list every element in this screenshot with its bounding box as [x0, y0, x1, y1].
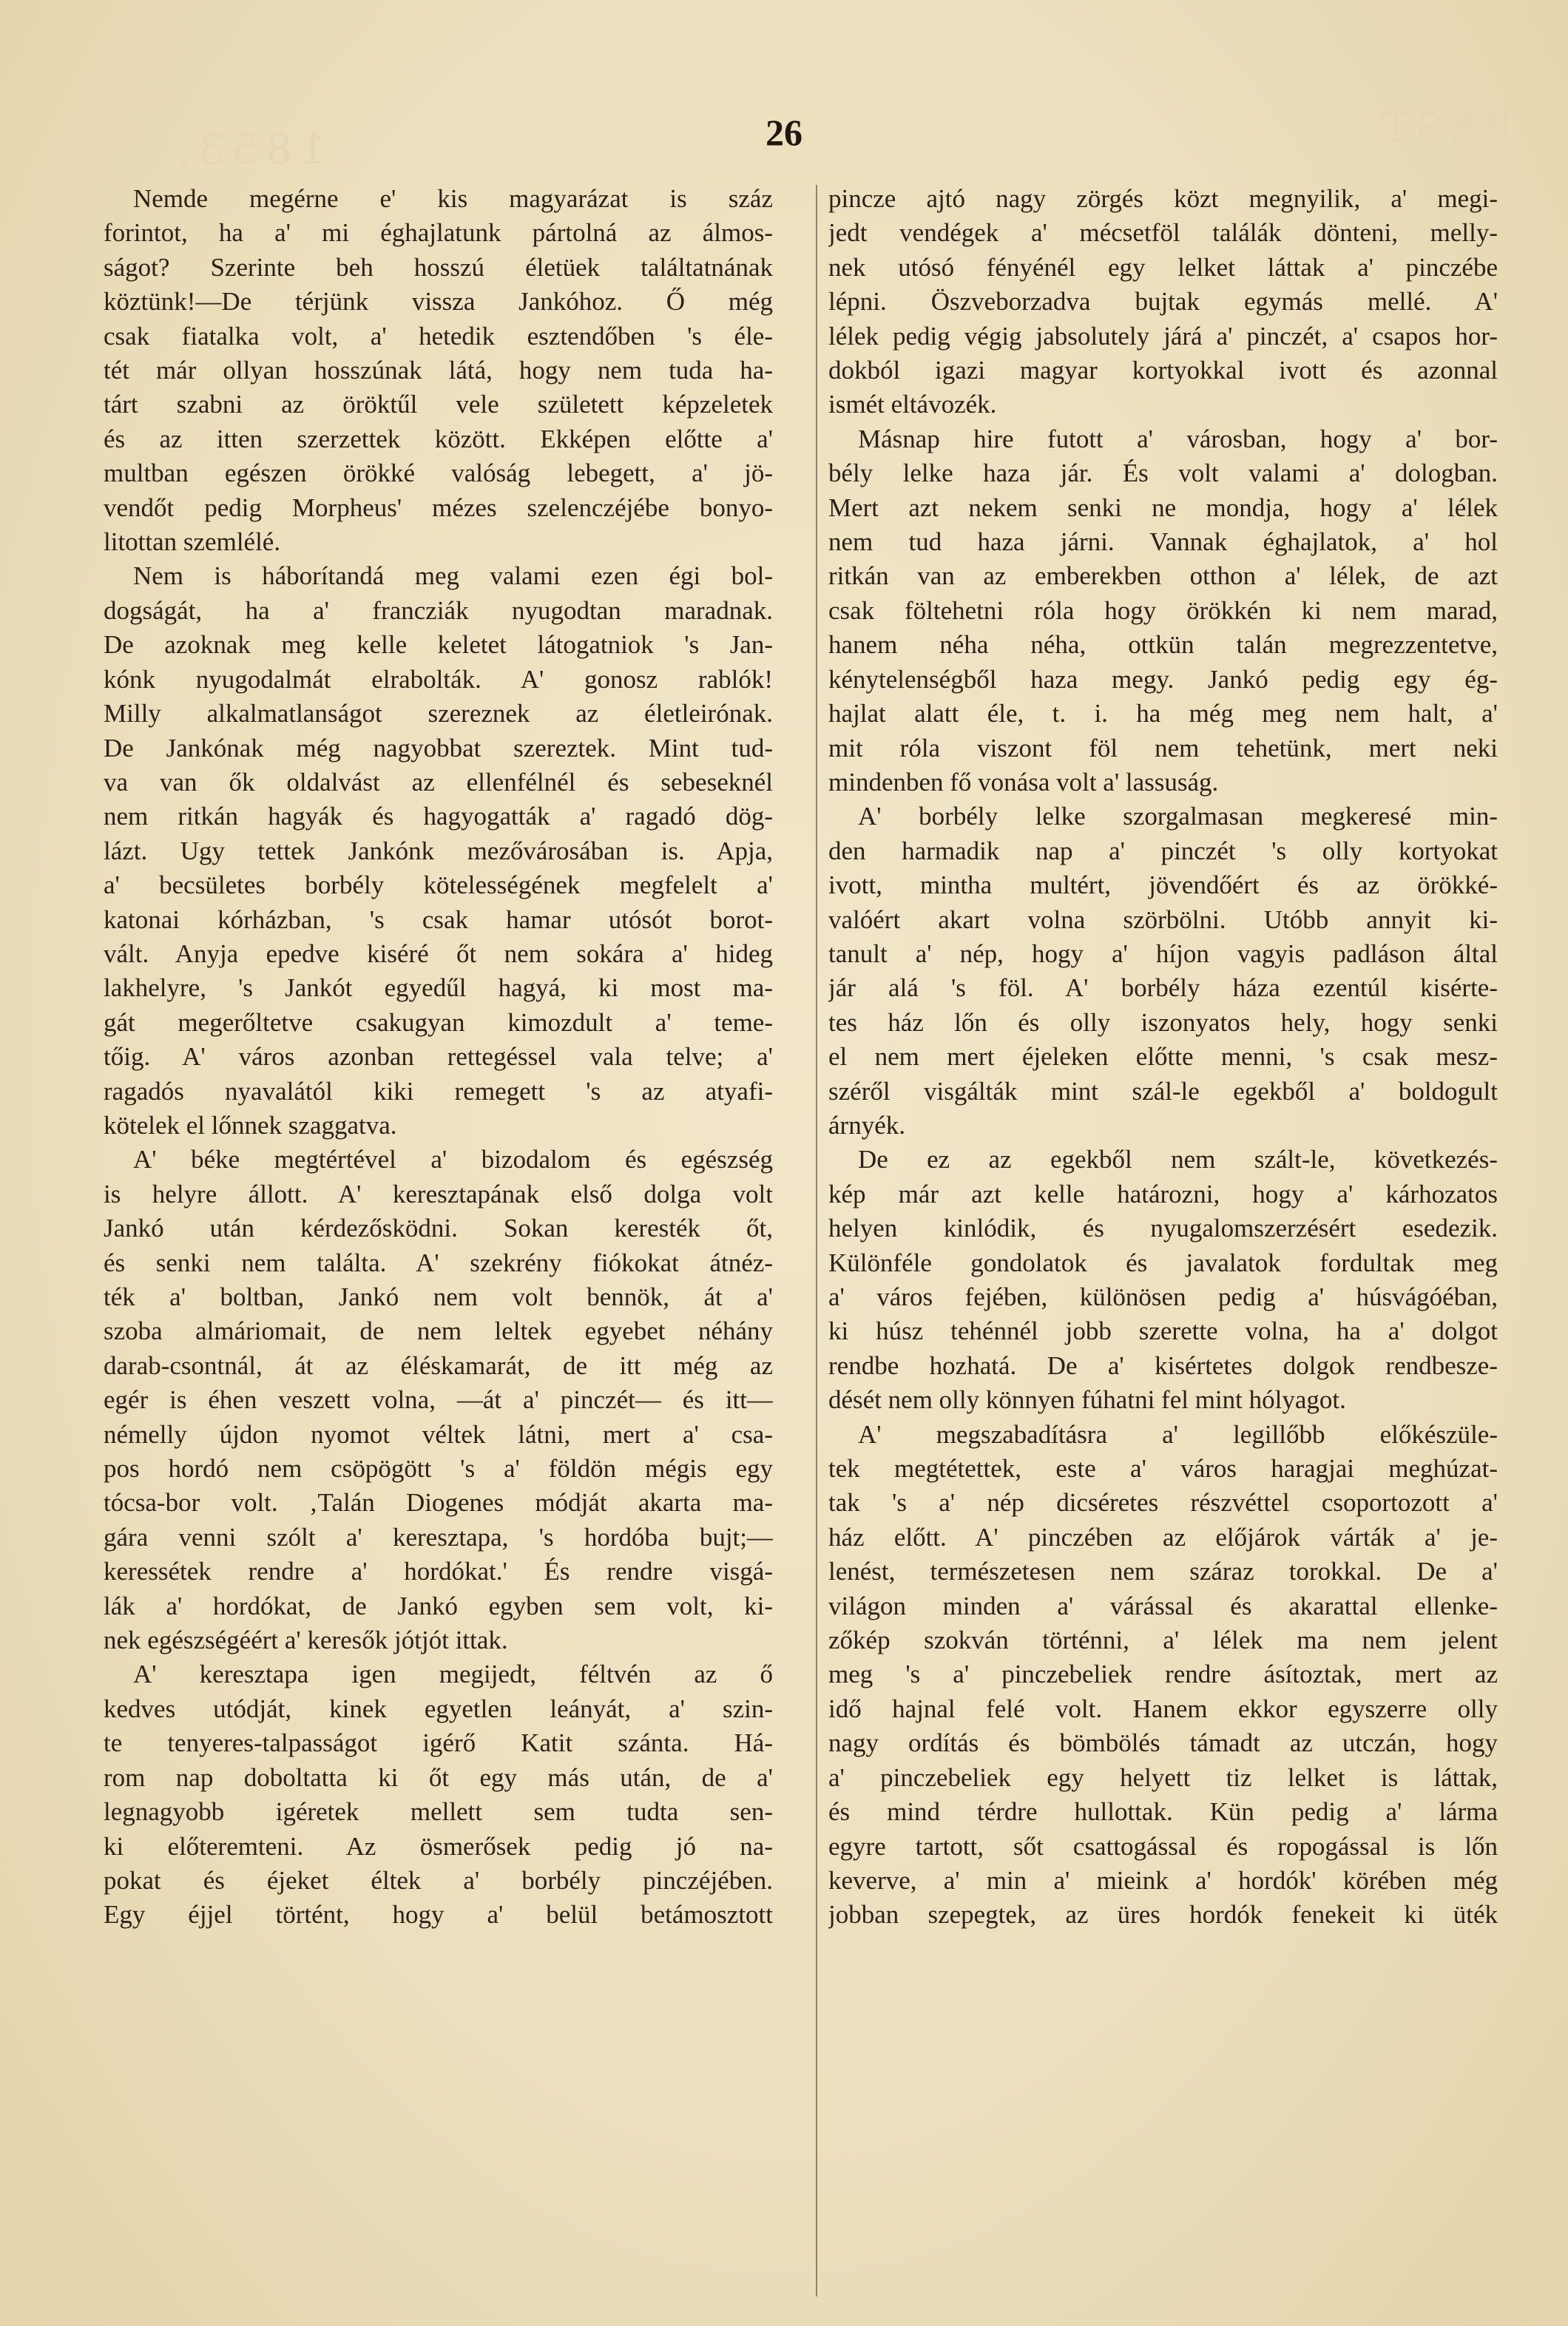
text-line: zőkép szokván történni, a' lélek ma nem jelent	[828, 1626, 1498, 1655]
text-line: De ez az egekből nem szált-le, következés-	[858, 1145, 1498, 1174]
text-line: darab-csontnál, át az éléskamarát, de itt még az	[104, 1350, 773, 1380]
text-line: egér is éhen veszett volna, —át a' pinczét— és itt—	[104, 1385, 773, 1415]
text-line: jedt vendégek a' mécsetföl találák dönteni, melly-	[828, 218, 1498, 248]
text-line: tócsa-bor volt. ‚Talán Diogenes módját akarta ma-	[104, 1488, 773, 1518]
text-line: ivott, mintha multért, jövendőért és az örökké-	[828, 870, 1498, 900]
text-line: lák a' hordókat, de Jankó egyben sem volt, ki-	[104, 1591, 773, 1620]
text-line: jár alá 's föl. A' borbély háza ezentúl kisérte-	[828, 973, 1498, 1003]
text-line: kép már azt kelle határozni, hogy a' kárhozatos	[828, 1179, 1498, 1208]
text-line: legnagyobb igéretek mellett sem tudta sen-	[104, 1797, 773, 1827]
text-line: litottan szemlélé.	[104, 527, 281, 557]
text-line: va van ők oldalvást az ellenfélnél és sebeseknél	[104, 767, 773, 797]
text-line: kedves utódját, kinek egyetlen leányát, a' szin-	[104, 1694, 773, 1723]
text-line: Jankó után kérdezősködni. Sokan keresték őt,	[104, 1214, 773, 1243]
text-line: nek utósó fényénél egy lelket láttak a' pinczébe	[828, 252, 1498, 282]
text-line: jobban szepegtek, az üres hordók fenekeit ki üték	[828, 1900, 1498, 1930]
text-line: keressétek rendre a' hordókat.' És rendre visgá-	[104, 1557, 773, 1586]
text-line: Különféle gondolatok és javalatok fordultak meg	[828, 1248, 1498, 1277]
text-line: ték a' boltban, Jankó nem volt bennök, át a'	[104, 1282, 773, 1311]
text-line: kénytelenségből haza megy. Jankó pedig egy ég-	[828, 664, 1498, 694]
text-line: Mert azt nekem senki ne mondja, hogy a' lélek	[828, 493, 1498, 522]
text-line: multban egészen örökké valóság lebegett, a' jö-	[104, 459, 773, 488]
text-line: nem ritkán hagyák és hagyogatták a' ragadó dög-	[104, 802, 773, 831]
text-line: A' béke megtértével a' bizodalom és egészség	[133, 1145, 773, 1174]
left-text-column	[104, 182, 773, 1933]
text-line: De azoknak meg kelle keletet látogatniok 's Jan-	[104, 630, 773, 660]
text-line: De Jankónak még nagyobbat szereztek. Mint tud-	[104, 733, 773, 763]
text-line: lenést, természetesen nem száraz torokkal. De a'	[828, 1557, 1498, 1586]
text-line: nem tud haza járni. Vannak éghajlatok, a' hol	[828, 527, 1498, 557]
text-line: vált. Anyja epedve kiséré őt nem sokára a' hideg	[104, 939, 773, 968]
text-line: hajlat alatt éle, t. i. ha még meg nem halt, a'	[828, 699, 1498, 728]
text-line: gát megerőltetve csakugyan kimozdult a' teme-	[104, 1007, 773, 1037]
text-line: A' megszabadításra a' legillőbb előkészüle-	[858, 1419, 1498, 1449]
text-line: tes ház lőn és olly iszonyatos hely, hogy senki	[828, 1007, 1498, 1037]
text-line: A' borbély lelke szorgalmasan megkeresé min-	[858, 802, 1498, 831]
text-line: és mind térdre hullottak. Kün pedig a' lárma	[828, 1797, 1498, 1827]
text-line: lakhelyre, 's Jankót egyedűl hagyá, ki most ma-	[104, 973, 773, 1003]
text-line: széről visgálták mint szál-le egekből a' boldogult	[828, 1076, 1498, 1106]
text-line: hanem néha néha, ottkün talán megrezzentetve,	[828, 630, 1498, 660]
text-line: csak föltehetni róla hogy örökkén ki nem marad,	[828, 595, 1498, 625]
text-line: tőig. A' város azonban rettegéssel vala telve; a'	[104, 1042, 773, 1072]
text-line: bély lelke haza jár. És volt valami a' dologban.	[828, 459, 1498, 488]
text-line: tanult a' nép, hogy a' híjon vagyis padláson által	[828, 939, 1498, 968]
text-line: el nem mert éjeleken előtte menni, 's csak mesz-	[828, 1042, 1498, 1072]
text-line: Nemde megérne e' kis magyarázat is száz	[133, 184, 773, 213]
text-line: világon minden a' várással és akarattal ellenke-	[828, 1591, 1498, 1620]
text-line: a' pinczebeliek egy helyett tiz lelket is láttak,	[828, 1762, 1498, 1792]
text-line: pokat és éjeket éltek a' borbély pinczéjében.	[104, 1865, 773, 1895]
text-line: köztünk!—De térjünk vissza Jankóhoz. Ő még	[104, 287, 773, 317]
text-line: mindenben fő vonása volt a' lassuság.	[828, 767, 1219, 797]
text-line: nagy ordítás és bömbölés támadt az utczán, hogy	[828, 1728, 1498, 1758]
text-line: tárt szabni az öröktűl vele született képzeletek	[104, 390, 773, 419]
text-line: is helyre állott. A' keresztapának első dolga volt	[104, 1179, 773, 1208]
text-line: tak 's a' nép dicséretes részvéttel csoportozott a'	[828, 1488, 1498, 1518]
text-line: és az itten szerzettek között. Ekképen előtte a'	[104, 424, 773, 453]
text-line: dokból igazi magyar kortyokkal ivott és azonnal	[828, 356, 1498, 385]
text-line: Másnap hire futott a' városban, hogy a' bor-	[858, 424, 1498, 453]
text-line: ritkán van az emberekben otthon a' lélek, de azt	[828, 561, 1498, 591]
text-line: katonai kórházban, 's csak hamar utósót borot-	[104, 905, 773, 934]
text-line: tek megtétettek, este a' város haragjai meghúzat-	[828, 1454, 1498, 1484]
show-through-text-left: 1853.	[170, 126, 326, 174]
text-line: és senki nem találta. A' szekrény fiókokat átnéz-	[104, 1248, 773, 1277]
text-line: den harmadik nap a' pinczét 's olly kortyokat	[828, 836, 1498, 865]
text-line: a' város fejében, különösen pedig a' húsvágóéban,	[828, 1282, 1498, 1311]
page-number: 26	[766, 112, 802, 153]
text-line: rom nap doboltatta ki őt egy más után, de a'	[104, 1762, 773, 1792]
text-line: ismét eltávozék.	[828, 390, 997, 419]
text-line: rendbe hozhatá. De a' kisértetes dolgok rendbesze-	[828, 1350, 1498, 1380]
text-line: némelly újdon nyomot véltek látni, mert a' csa-	[104, 1419, 773, 1449]
text-line: nek egészségéért a' keresők jótjót ittak.	[104, 1626, 508, 1655]
text-line: Nem is háborítandá meg valami ezen égi bol-	[133, 561, 773, 591]
text-line: kötelek el lőnnek szaggatva.	[104, 1110, 397, 1140]
text-line: ki előteremteni. Az ösmerősek pedig jó na-	[104, 1831, 773, 1861]
text-line: Milly alkalmatlanságot szereznek az életleirónak.	[104, 699, 773, 728]
text-line: lépni. Öszveborzadva bujtak egymás mellé. A'	[828, 287, 1498, 317]
text-line: pincze ajtó nagy zörgés közt megnyilik, a' megi-	[828, 184, 1498, 213]
text-line: dését nem olly könnyen fúhatni fel mint hólyagot.	[828, 1385, 1346, 1415]
text-line: meg 's a' pinczebeliek rendre ásítoztak, mert az	[828, 1660, 1498, 1689]
text-line: lélek pedig végig jabsolutely járá a' pinczét, a' csapos hor-	[828, 321, 1498, 351]
text-line: a' becsületes borbély kötelességének megfelelt a'	[104, 870, 773, 900]
text-line: gára venni szólt a' keresztapa, 's hordóba bujt;—	[104, 1522, 773, 1552]
text-line: szoba almáriomait, de nem leltek egyebet néhány	[104, 1316, 773, 1346]
text-line: ságot? Szerinte beh hosszú életüek találtatnának	[104, 252, 773, 282]
text-line: keverve, a' min a' mieink a' hordók' körében még	[828, 1865, 1498, 1895]
text-line: dogságát, ha a' francziák nyugodtan maradnak.	[104, 595, 773, 625]
text-line: vendőt pedig Morpheus' mézes szelenczéjébe bonyo-	[104, 493, 773, 522]
text-line: te tenyeres-talpasságot igérő Katit szánta. Há-	[104, 1728, 773, 1758]
right-text-column	[828, 182, 1498, 1933]
show-through-text-right: PEST	[1376, 104, 1514, 152]
text-line: tét már ollyan hosszúnak látá, hogy nem tuda ha-	[104, 356, 773, 385]
text-line: ki húsz tehénnél jobb szerette volna, ha a' dolgot	[828, 1316, 1498, 1346]
text-line: valóért akart volna szörbölni. Utóbb annyit ki-	[828, 905, 1498, 934]
text-line: pos hordó nem csöpögött 's a' földön mégis egy	[104, 1454, 773, 1484]
text-line: A' keresztapa igen megijedt, féltvén az ő	[133, 1660, 773, 1689]
text-line: kónk nyugodalmát elrabolták. A' gonosz rablók!	[104, 664, 773, 694]
text-line: helyen kinlódik, és nyugalomszerzésért esedezik.	[828, 1214, 1498, 1243]
text-line: ragadós nyavalától kiki remegett 's az atyafi-	[104, 1076, 773, 1106]
text-line: ház előtt. A' pinczében az előjárok várták a' je-	[828, 1522, 1498, 1552]
text-line: forintot, ha a' mi éghajlatunk pártolná az álmos-	[104, 218, 773, 248]
text-line: idő hajnal felé volt. Hanem ekkor egyszerre olly	[828, 1694, 1498, 1723]
column-divider	[816, 185, 817, 2296]
text-line: árnyék.	[828, 1110, 905, 1140]
text-line: egyre tartott, sőt csattogással és ropogással is lőn	[828, 1831, 1498, 1861]
text-line: mit róla viszont föl nem tehetünk, mert neki	[828, 733, 1498, 763]
text-line: csak fiatalka volt, a' hetedik esztendőben 's éle-	[104, 321, 773, 351]
text-line: lázt. Ugy tettek Jankónk mezővárosában is. Apja,	[104, 836, 773, 865]
text-line: Egy éjjel történt, hogy a' belül betámosztott	[104, 1900, 773, 1930]
